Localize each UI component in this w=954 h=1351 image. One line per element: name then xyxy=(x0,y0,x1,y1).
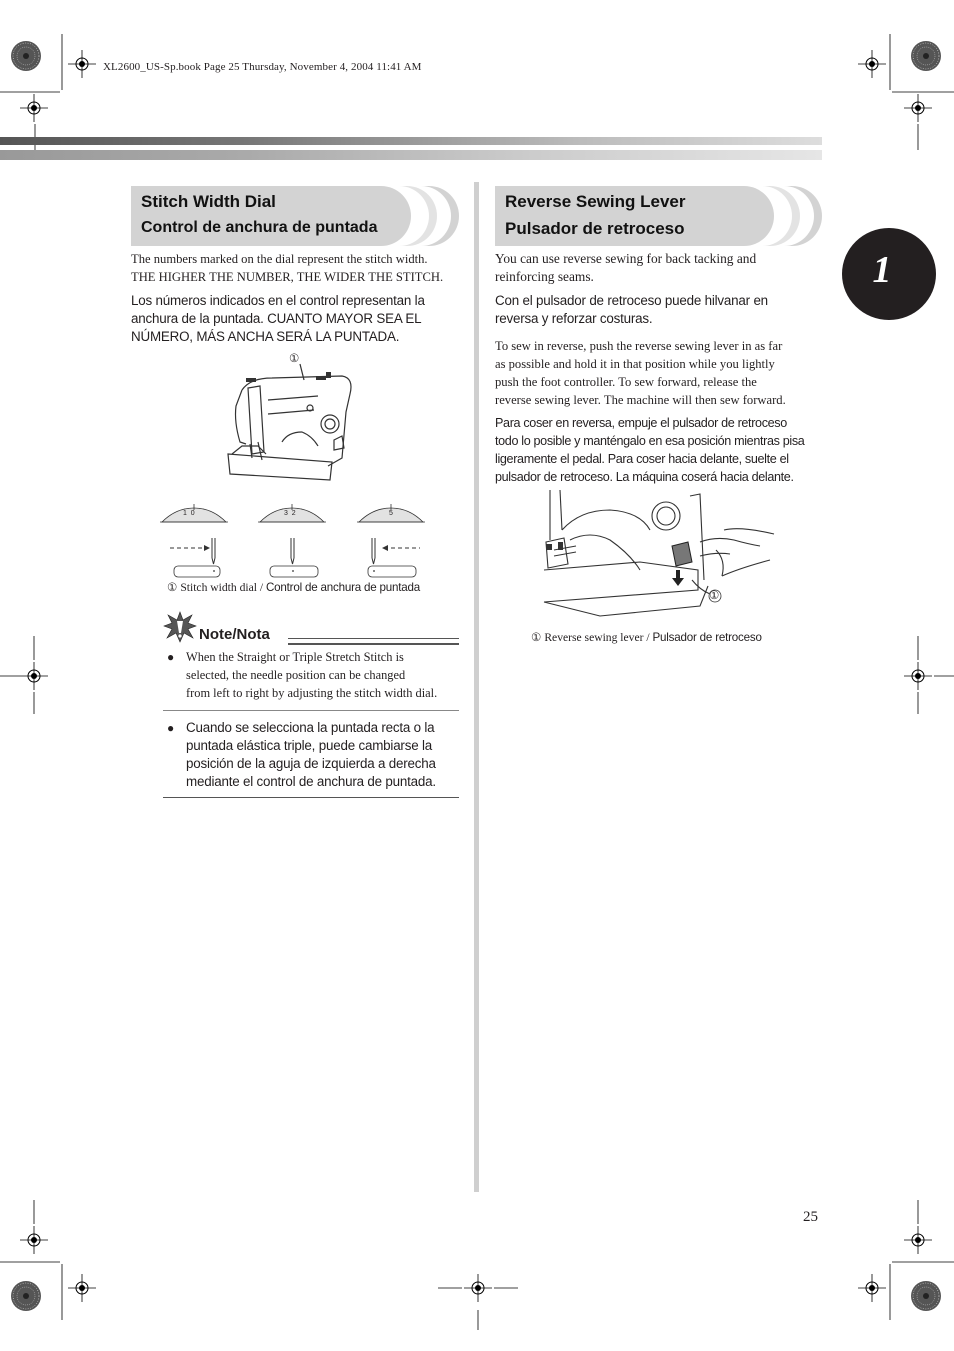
sewing-machine-illustration xyxy=(222,362,362,492)
paragraph1-es: Con el pulsador de retroceso puede hilvanar en reversa y reforzar costuras. xyxy=(495,293,768,326)
column-divider xyxy=(474,182,479,1192)
note-icon xyxy=(163,611,197,643)
paragraph2-en: To sew in reverse, push the reverse sewing lever in as far as possible and hold it in that position while you lightly push the foot controller. To sew forward, release the reverse sewing lever. The machine will then sew forward. xyxy=(495,339,786,407)
page-number: 25 xyxy=(803,1209,818,1225)
note-separator xyxy=(163,710,459,711)
figure-caption-reverse-lever xyxy=(531,630,762,644)
section-title-en: Reverse Sewing Lever xyxy=(505,192,686,211)
section-title-reverse-sewing xyxy=(495,186,823,246)
note-bottom-rule xyxy=(163,797,459,798)
caption-en: Reverse sewing lever / xyxy=(544,631,650,644)
paragraph-en: The numbers marked on the dial represent the stitch width. THE HIGHER THE NUMBER, THE WIDER THE STITCH. xyxy=(131,252,444,284)
dial-label-1: 1 0 xyxy=(183,510,195,517)
callout-number: ① xyxy=(289,352,300,365)
note-bullet-en: When the Straight or Triple Stretch Stitch is selected, the needle position can be changed from left to right by adjusting the stitch width dial. xyxy=(186,650,438,700)
note-bullet-es: Cuando se selecciona la puntada recta o la puntada elástica triple, puede cambiarse la posición de la aguja de izquierda a derecha mediante el control de anchura de puntada. xyxy=(186,720,436,789)
reverse-lever-illustration xyxy=(540,490,780,628)
caption-number: ① xyxy=(167,581,178,594)
print-header-file-info: XL2600_US-Sp.book Page 25 Thursday, November 4, 2004 11:41 AM xyxy=(103,61,422,73)
note-title: Note/Nota xyxy=(199,626,270,643)
section-title-es: Pulsador de retroceso xyxy=(505,219,685,238)
caption-en: Stitch width dial / xyxy=(180,581,264,594)
paragraph-es: Los números indicados en el control representan la anchura de la puntada. CUANTO MAYOR SEA EL NÚMERO, MÁS ANCHA SERÁ LA PUNTADA. xyxy=(131,293,425,344)
paragraph2-es: Para coser en reversa, empuje el pulsador de retroceso todo lo posible y manténgalo en esa posición mientras pisa ligeramente el pedal. Para coser hacia delante, suelte el pulsador de retroceso. La máquina coserá hacia delante. xyxy=(495,416,805,484)
dial-label-3: 5 xyxy=(389,510,393,517)
paragraph1-en: You can use reverse sewing for back tacking and reinforcing seams. xyxy=(495,251,757,284)
section-title-en: Stitch Width Dial xyxy=(141,192,276,211)
chapter-tab xyxy=(842,228,936,320)
section-title-es: Control de anchura de puntada xyxy=(141,219,378,236)
section-title-stitch-width xyxy=(131,186,459,246)
caption-es: Pulsador de retroceso xyxy=(652,631,762,644)
note-bullet-symbol: ● xyxy=(167,650,175,664)
header-bar-dark xyxy=(0,137,822,145)
callout-number: ① xyxy=(709,589,720,602)
caption-number: ① xyxy=(531,631,542,644)
note-title-rule xyxy=(288,638,459,645)
dial-label-2: 3 2 xyxy=(284,510,296,517)
chapter-number: 1 xyxy=(872,249,892,291)
note-bullet-symbol: ● xyxy=(167,721,175,735)
figure-caption-stitch-width xyxy=(167,580,420,594)
header-bar-light xyxy=(0,150,822,160)
caption-es: Control de anchura de puntada xyxy=(265,581,421,594)
